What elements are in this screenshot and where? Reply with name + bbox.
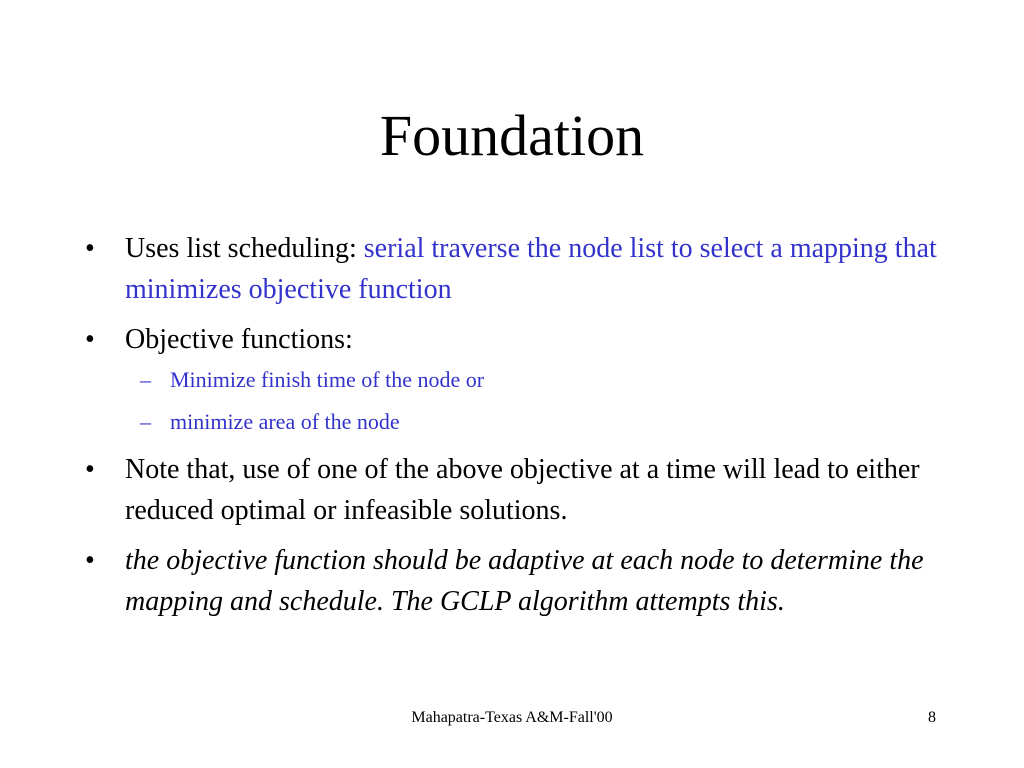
sub-item-text: Minimize finish time of the node or xyxy=(170,367,485,392)
bullet-glyph: • xyxy=(85,233,95,264)
page-number: 8 xyxy=(928,709,936,726)
dash-glyph: – xyxy=(140,367,151,392)
bullet-list xyxy=(85,228,955,631)
sub-item-area xyxy=(125,404,955,440)
bullet-accent-text: serial traverse the node list to select a mapping that minimizes objective function xyxy=(125,233,937,305)
bullet-italic-text: the objective function should be adaptive at each node to determine the mapping and schedule. The GCLP algorithm attempts this. xyxy=(125,545,924,617)
sub-item-text: minimize area of the node xyxy=(170,409,400,434)
sub-item-finish-time xyxy=(125,362,955,398)
bullet-lead-text: Objective functions: xyxy=(125,324,353,355)
bullet-list-scheduling xyxy=(85,228,955,310)
bullet-glyph: • xyxy=(85,454,95,485)
bullet-note xyxy=(85,449,955,531)
slide-title: Foundation xyxy=(379,103,645,168)
bullet-glyph: • xyxy=(85,545,95,576)
bullet-objective-functions xyxy=(85,319,955,440)
bullet-lead-text: Uses list scheduling: xyxy=(125,233,364,264)
bullet-adaptive-objective xyxy=(85,540,955,622)
dash-glyph: – xyxy=(140,409,151,434)
bullet-lead-text: Note that, use of one of the above objective at a time will lead to either reduced optimal or infeasible solutions. xyxy=(125,454,920,526)
bullet-glyph: • xyxy=(85,324,95,355)
slide-footer: Mahapatra-Texas A&M-Fall'00 xyxy=(411,709,613,726)
sub-list xyxy=(125,362,955,440)
